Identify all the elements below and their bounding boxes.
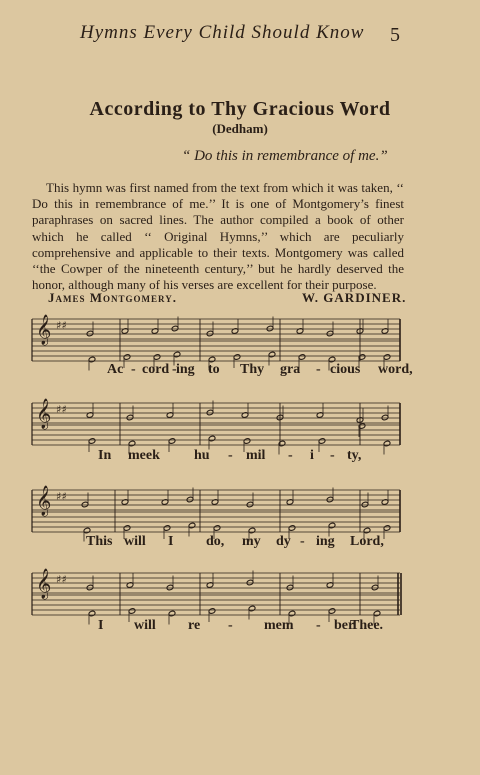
lyric-syllable: to bbox=[208, 362, 220, 377]
lyric-syllable: my bbox=[242, 534, 261, 549]
lyric-syllable: In bbox=[98, 448, 112, 463]
music-staff-3 bbox=[30, 487, 402, 533]
treble-clef-icon: 𝄞 bbox=[36, 486, 52, 516]
lyric-syllable: Thy bbox=[240, 362, 265, 377]
lyric-syllable: ty, bbox=[347, 448, 362, 463]
hymn-title: According to Thy Gracious Word bbox=[89, 98, 391, 120]
lyric-syllable: mem bbox=[264, 618, 294, 633]
treble-clef-icon: 𝄞 bbox=[36, 399, 52, 429]
lyric-syllable: Ac bbox=[107, 362, 124, 377]
lyric-syllable: This bbox=[86, 534, 113, 549]
lyric-syllable: ing bbox=[176, 362, 195, 377]
lyric-syllable: ber bbox=[334, 618, 355, 633]
running-head: Hymns Every Child Should Know bbox=[80, 22, 365, 43]
lyric-syllable: meek bbox=[128, 448, 160, 463]
composer-credit: W. GARDINER. bbox=[302, 290, 407, 305]
lyric-hyphen: - bbox=[288, 448, 293, 463]
lyric-syllable: cord bbox=[142, 362, 170, 377]
music-staff-4 bbox=[30, 570, 402, 616]
lyric-syllable: dy bbox=[276, 534, 291, 549]
key-signature-icon: ♯♯ bbox=[56, 490, 67, 503]
lyric-syllable: cious bbox=[330, 362, 361, 377]
lyric-syllable: ing bbox=[316, 534, 335, 549]
lyric-hyphen: - bbox=[228, 448, 233, 463]
lyric-syllable: Thee. bbox=[350, 618, 384, 633]
tune-name: (Dedham) bbox=[212, 121, 268, 136]
author-credit: James Montgomery. bbox=[48, 290, 177, 305]
lyric-hyphen: - bbox=[172, 362, 177, 377]
lyric-syllable: mil bbox=[246, 448, 266, 463]
lyric-hyphen: - bbox=[300, 534, 305, 549]
music-staff-1 bbox=[30, 316, 402, 362]
lyric-hyphen: - bbox=[316, 618, 321, 633]
lyric-hyphen: - bbox=[330, 448, 335, 463]
lyric-syllable: Lord, bbox=[350, 534, 384, 549]
treble-clef-icon: 𝄞 bbox=[36, 315, 52, 345]
lyric-syllable: will bbox=[134, 618, 156, 633]
lyric-syllable: word, bbox=[378, 362, 413, 377]
lyric-syllable: do, bbox=[206, 534, 225, 549]
intro-paragraph: This hymn was first named from the text from which it was taken, ‘‘ Do this in remembrance of me.’’ It is one of Montgomery’s finest paraphrases on sacred lines. The author compiled a book of other which he called ‘‘ Original Hymns,’’ which are peculiarly comprehensive and applicable to their texts. Montgomery was called ‘‘the Cowper of the nineteenth century,’’ but he hardly deserved the honor, although many of his verses are excellent for their purpose. bbox=[32, 180, 404, 293]
epigraph: “ Do this in remembrance of me.” bbox=[182, 148, 388, 164]
lyric-hyphen: - bbox=[131, 362, 136, 377]
lyric-syllable: will bbox=[124, 534, 146, 549]
page-number: 5 bbox=[390, 24, 400, 46]
lyric-syllable: re bbox=[188, 618, 201, 633]
lyric-hyphen: - bbox=[228, 618, 233, 633]
key-signature-icon: ♯♯ bbox=[56, 573, 67, 586]
key-signature-icon: ♯♯ bbox=[56, 319, 67, 332]
lyric-syllable: I bbox=[168, 534, 174, 549]
lyric-syllable: gra bbox=[280, 362, 301, 377]
lyric-syllable: hu bbox=[194, 448, 210, 463]
lyric-hyphen: - bbox=[316, 362, 321, 377]
treble-clef-icon: 𝄞 bbox=[36, 569, 52, 599]
lyric-syllable: i bbox=[310, 448, 314, 463]
key-signature-icon: ♯♯ bbox=[56, 403, 67, 416]
music-staff-2 bbox=[30, 400, 402, 446]
lyric-syllable: I bbox=[98, 618, 104, 633]
